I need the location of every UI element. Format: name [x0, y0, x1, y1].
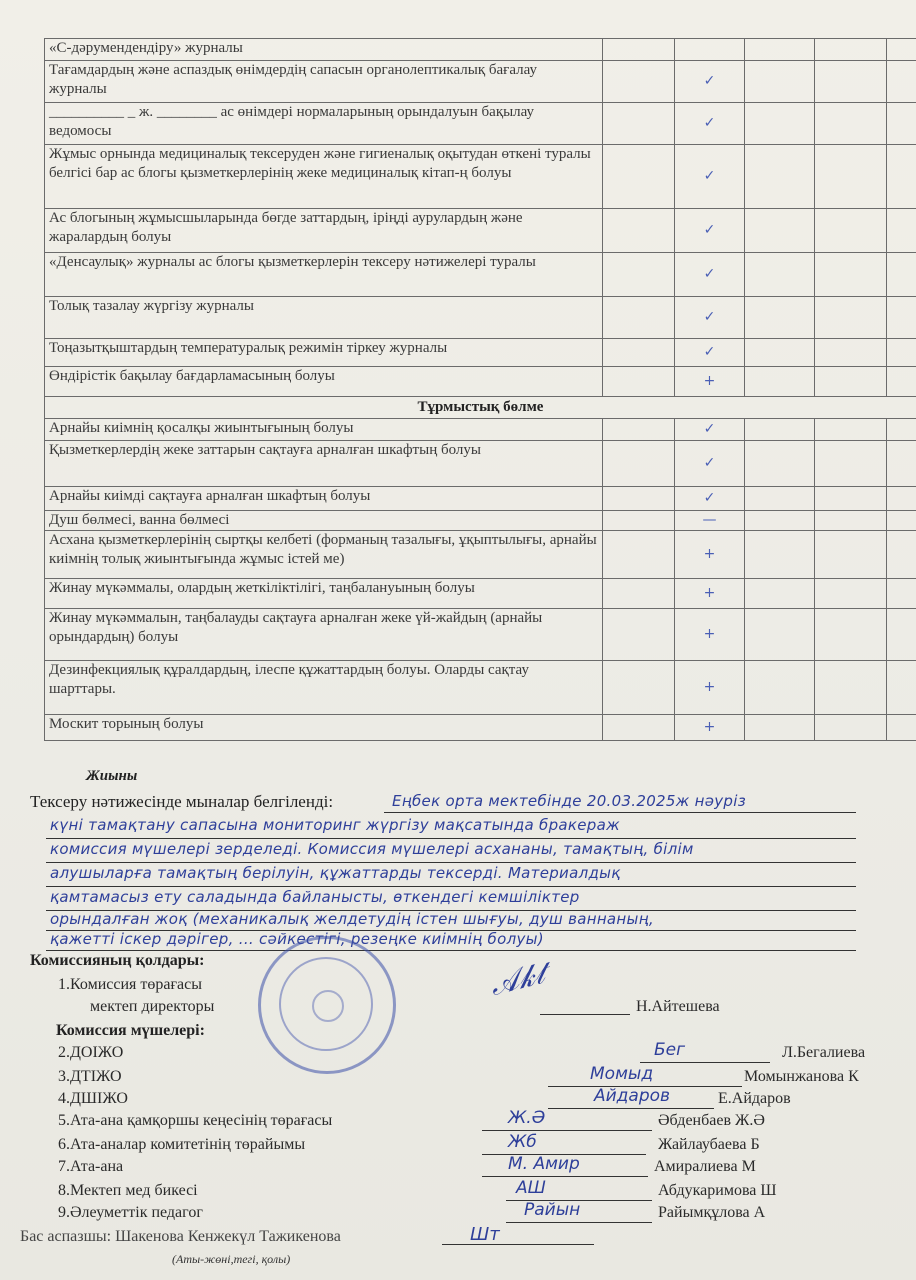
household-row	[45, 579, 916, 609]
checklist-row	[45, 61, 916, 103]
household-empty-cell	[745, 419, 815, 441]
household-label: Қызметкерлердің жеке заттарын сақтауға арналған шкафтың болуы	[45, 441, 603, 487]
checklist-empty-cell	[603, 253, 675, 297]
checklist-empty-cell	[887, 103, 916, 145]
checklist-empty-cell	[815, 61, 887, 103]
member-role: 8.Мектеп мед бикесі	[58, 1182, 198, 1199]
member-sign-line	[482, 1176, 648, 1177]
checklist-label: Толық тазалау жүргізу журналы	[45, 297, 603, 339]
line-4	[46, 886, 856, 887]
household-empty-cell	[887, 579, 916, 609]
member-sign-line	[548, 1108, 714, 1109]
member-signature: АШ	[516, 1178, 546, 1198]
seal-inner-ring	[279, 957, 373, 1051]
findings-line-2: күні тамақтану сапасына мониторинг жүргізу мақсатында бракераж	[50, 816, 620, 834]
household-empty-cell	[815, 661, 887, 715]
member-signature: Жб	[508, 1132, 537, 1152]
checklist-label: «С-дәрумендендіру» журналы	[45, 39, 603, 61]
household-empty-cell	[745, 661, 815, 715]
household-label: Москит торының болуы	[45, 715, 603, 741]
household-empty-cell	[745, 715, 815, 741]
member-role: 9.Әлеуметтік педагог	[58, 1204, 203, 1221]
household-mark: —	[675, 511, 745, 531]
checklist-mark: ✓	[675, 297, 745, 339]
checklist-empty-cell	[603, 39, 675, 61]
member-role: 6.Ата-аналар комитетінің төрайымы	[58, 1136, 306, 1153]
household-mark: ✓	[675, 419, 745, 441]
chair-signature: 𝒜𝓀𝓉	[486, 955, 549, 1004]
member-name: Әбденбаев Ж.Ә	[658, 1112, 765, 1129]
household-mark: +	[675, 661, 745, 715]
official-seal	[258, 936, 396, 1074]
household-empty-cell	[815, 441, 887, 487]
checklist-label: Тағамдардың және аспаздық өнімдердің сапасын органолептикалық бағалау журналы	[45, 61, 603, 103]
checklist-row	[45, 103, 916, 145]
household-row	[45, 511, 916, 531]
member-role: 3.ДТІЖО	[58, 1068, 122, 1085]
checklist-row	[45, 39, 916, 61]
member-signature: Момыд	[590, 1064, 654, 1084]
line-7	[46, 950, 856, 951]
members-title: Комиссия мүшелері:	[56, 1022, 205, 1039]
checklist-row	[45, 253, 916, 297]
member-name: Момынжанова К	[744, 1068, 859, 1085]
checklist-label: «Денсаулық» журналы ас блогы қызметкерлерін тексеру нәтижелері туралы	[45, 253, 603, 297]
checklist-row	[45, 297, 916, 339]
household-label: Душ бөлмесі, ванна бөлмесі	[45, 511, 603, 531]
household-empty-cell	[745, 531, 815, 579]
chair-name: Н.Айтешева	[636, 998, 720, 1015]
member-role: 4.ДШІЖО	[58, 1090, 128, 1107]
household-label: Асхана қызметкерлерінің сыртқы келбеті (форманың тазалығы, ұқыптылығы, арнайы киімнің толық жиынтығында жұмыс істей ме)	[45, 531, 603, 579]
line-3	[46, 862, 856, 863]
section-row	[45, 397, 916, 419]
checklist-empty-cell	[887, 209, 916, 253]
household-empty-cell	[887, 609, 916, 661]
household-row	[45, 609, 916, 661]
household-empty-cell	[887, 419, 916, 441]
checklist-empty-cell	[603, 209, 675, 253]
checklist-mark: ✓	[675, 209, 745, 253]
chair-role-line2: мектеп директоры	[90, 998, 215, 1015]
member-sign-line	[506, 1222, 652, 1223]
checklist-row	[45, 145, 916, 209]
checklist-mark: ✓	[675, 103, 745, 145]
member-signature: М. Амир	[508, 1154, 580, 1174]
household-empty-cell	[745, 487, 815, 511]
cook-signature: Шт	[470, 1224, 500, 1245]
household-empty-cell	[603, 531, 675, 579]
household-empty-cell	[887, 511, 916, 531]
checklist-empty-cell	[603, 297, 675, 339]
household-empty-cell	[887, 487, 916, 511]
household-mark: ✓	[675, 487, 745, 511]
chair-sign-line	[540, 1014, 630, 1015]
household-label: Жинау мүкәммалын, таңбалауды сақтауға арналған жеке үй-жайдың (арнайы орындардың) болуы	[45, 609, 603, 661]
household-empty-cell	[745, 511, 815, 531]
checklist-empty-cell	[745, 61, 815, 103]
checklist-empty-cell	[603, 103, 675, 145]
checklist-empty-cell	[887, 297, 916, 339]
member-signature: Айдаров	[594, 1086, 671, 1106]
checklist-empty-cell	[603, 61, 675, 103]
household-empty-cell	[887, 531, 916, 579]
member-role: 7.Ата-ана	[58, 1158, 124, 1175]
checklist-row	[45, 209, 916, 253]
checklist-empty-cell	[815, 145, 887, 209]
household-empty-cell	[603, 579, 675, 609]
line-2	[46, 838, 856, 839]
household-row	[45, 715, 916, 741]
findings-line-6: орындалған жоқ (механикалық желдетудің істен шығуы, душ ваннаның,	[50, 910, 654, 928]
checklist-empty-cell	[815, 253, 887, 297]
household-label: Арнайы киімді сақтауға арналған шкафтың болуы	[45, 487, 603, 511]
cook-sign-line	[442, 1244, 594, 1245]
checklist-empty-cell	[815, 209, 887, 253]
checklist-empty-cell	[815, 339, 887, 367]
household-row	[45, 661, 916, 715]
checklist-empty-cell	[745, 367, 815, 397]
findings-line-5: қамтамасыз ету саладында байланысты, өткендегі кемшіліктер	[50, 888, 580, 906]
household-label: Арнайы киімнің қосалқы жиынтығының болуы	[45, 419, 603, 441]
household-mark: +	[675, 609, 745, 661]
member-name: Абдукаримова Ш	[658, 1182, 777, 1199]
commission-title: Комиссияның қолдары:	[30, 952, 205, 969]
checklist-row	[45, 339, 916, 367]
member-name: Е.Айдаров	[718, 1090, 791, 1107]
checklist-empty-cell	[745, 39, 815, 61]
checklist-row	[45, 367, 916, 397]
cook-label: Бас аспазшы: Шакенова Кенжекүл Тажикенова	[20, 1228, 341, 1245]
checklist-label: Ас блогының жұмысшыларында бөгде заттардың, іріңді аурулардың және жаралардың болуы	[45, 209, 603, 253]
findings-label: Тексеру нәтижесінде мыналар белгіленді:	[30, 792, 334, 811]
household-empty-cell	[815, 715, 887, 741]
checklist-mark: ✓	[675, 339, 745, 367]
household-empty-cell	[745, 441, 815, 487]
member-name: Амиралиева М	[654, 1158, 756, 1175]
member-sign-line	[640, 1062, 770, 1063]
household-empty-cell	[887, 715, 916, 741]
checklist-empty-cell	[815, 367, 887, 397]
checklist-mark	[675, 39, 745, 61]
checklist-empty-cell	[745, 209, 815, 253]
household-empty-cell	[603, 511, 675, 531]
household-label: Жинау мүкәммалы, олардың жеткіліктілігі, таңбалануының болуы	[45, 579, 603, 609]
household-mark: +	[675, 579, 745, 609]
checklist-empty-cell	[815, 39, 887, 61]
household-empty-cell	[603, 661, 675, 715]
household-empty-cell	[745, 609, 815, 661]
checklist-empty-cell	[745, 297, 815, 339]
household-empty-cell	[603, 441, 675, 487]
checklist-empty-cell	[745, 145, 815, 209]
household-empty-cell	[745, 579, 815, 609]
checklist-empty-cell	[603, 339, 675, 367]
checklist-mark: +	[675, 367, 745, 397]
findings-line-3: комиссия мүшелері зерделеді. Комиссия мүшелері асхананы, тамақтың, білім	[50, 840, 694, 858]
household-mark: +	[675, 531, 745, 579]
checklist-empty-cell	[815, 103, 887, 145]
line-1	[384, 812, 856, 813]
checklist-empty-cell	[815, 297, 887, 339]
member-sign-line	[482, 1130, 652, 1131]
checklist-empty-cell	[603, 145, 675, 209]
household-empty-cell	[887, 661, 916, 715]
household-empty-cell	[815, 419, 887, 441]
household-empty-cell	[815, 487, 887, 511]
checklist-label: Жұмыс орнында медициналық тексеруден және гигиеналық оқытудан өткені туралы белгісі бар ас блогы қызметкерлерінің жеке медициналық кітап-ң болуы	[45, 145, 603, 209]
chair-role-line1: 1.Комиссия төрағасы	[58, 976, 202, 993]
checklist-mark: ✓	[675, 145, 745, 209]
household-empty-cell	[815, 511, 887, 531]
findings-line-7: қажетті іскер дәрігер, ... сәйкестігі, резеңке киімнің болуы)	[50, 930, 544, 948]
member-name: Л.Бегалиева	[782, 1044, 866, 1061]
household-mark: ✓	[675, 441, 745, 487]
checklist-mark: ✓	[675, 253, 745, 297]
checklist-empty-cell	[745, 339, 815, 367]
checklist-empty-cell	[887, 39, 916, 61]
checklist-mark: ✓	[675, 61, 745, 103]
checklist-empty-cell	[887, 253, 916, 297]
section-title: Тұрмыстық бөлме	[45, 397, 916, 419]
total-label: Жиыны	[86, 768, 138, 784]
member-role: 2.ДОІЖО	[58, 1044, 124, 1061]
member-role: 5.Ата-ана қамқоршы кеңесінің төрағасы	[58, 1112, 333, 1129]
member-signature: Ж.Ә	[508, 1108, 546, 1128]
checklist-empty-cell	[887, 367, 916, 397]
member-signature: Райын	[524, 1200, 581, 1220]
emblem-icon	[312, 990, 344, 1022]
household-label: Дезинфекциялық құралдардың, ілеспе құжаттардың болуы. Оларды сақтау шарттары.	[45, 661, 603, 715]
checklist-label: Өндірістік бақылау бағдарламасының болуы	[45, 367, 603, 397]
checklist-empty-cell	[887, 339, 916, 367]
household-empty-cell	[815, 609, 887, 661]
checklist-label: __________ _ ж. ________ ас өнімдері нормаларының орындалуын бақылау ведомосы	[45, 103, 603, 145]
checklist-label: Тоңазытқыштардың температуралық режимін тіркеу журналы	[45, 339, 603, 367]
findings-line-4: алушыларға тамақтың берілуін, құжаттарды тексерді. Материалдық	[50, 864, 621, 882]
household-empty-cell	[603, 715, 675, 741]
member-name: Жайлаубаева Б	[658, 1136, 760, 1153]
checklist-empty-cell	[745, 103, 815, 145]
household-row	[45, 487, 916, 511]
household-empty-cell	[603, 487, 675, 511]
household-empty-cell	[815, 579, 887, 609]
findings-line-1: Еңбек орта мектебінде 20.03.2025ж нәуріз	[392, 792, 746, 810]
member-signature: Бег	[654, 1040, 686, 1060]
household-mark: +	[675, 715, 745, 741]
member-name: Райымқұлова А	[658, 1204, 766, 1221]
household-empty-cell	[603, 609, 675, 661]
household-empty-cell	[603, 419, 675, 441]
signature-caption: (Аты-жөні,тегі, қолы)	[172, 1252, 291, 1266]
checklist-empty-cell	[603, 367, 675, 397]
household-row	[45, 419, 916, 441]
household-row	[45, 441, 916, 487]
checklist-empty-cell	[745, 253, 815, 297]
checklist-empty-cell	[887, 145, 916, 209]
checklist-empty-cell	[887, 61, 916, 103]
checklist-table	[44, 38, 916, 741]
household-empty-cell	[815, 531, 887, 579]
household-row	[45, 531, 916, 579]
household-empty-cell	[887, 441, 916, 487]
